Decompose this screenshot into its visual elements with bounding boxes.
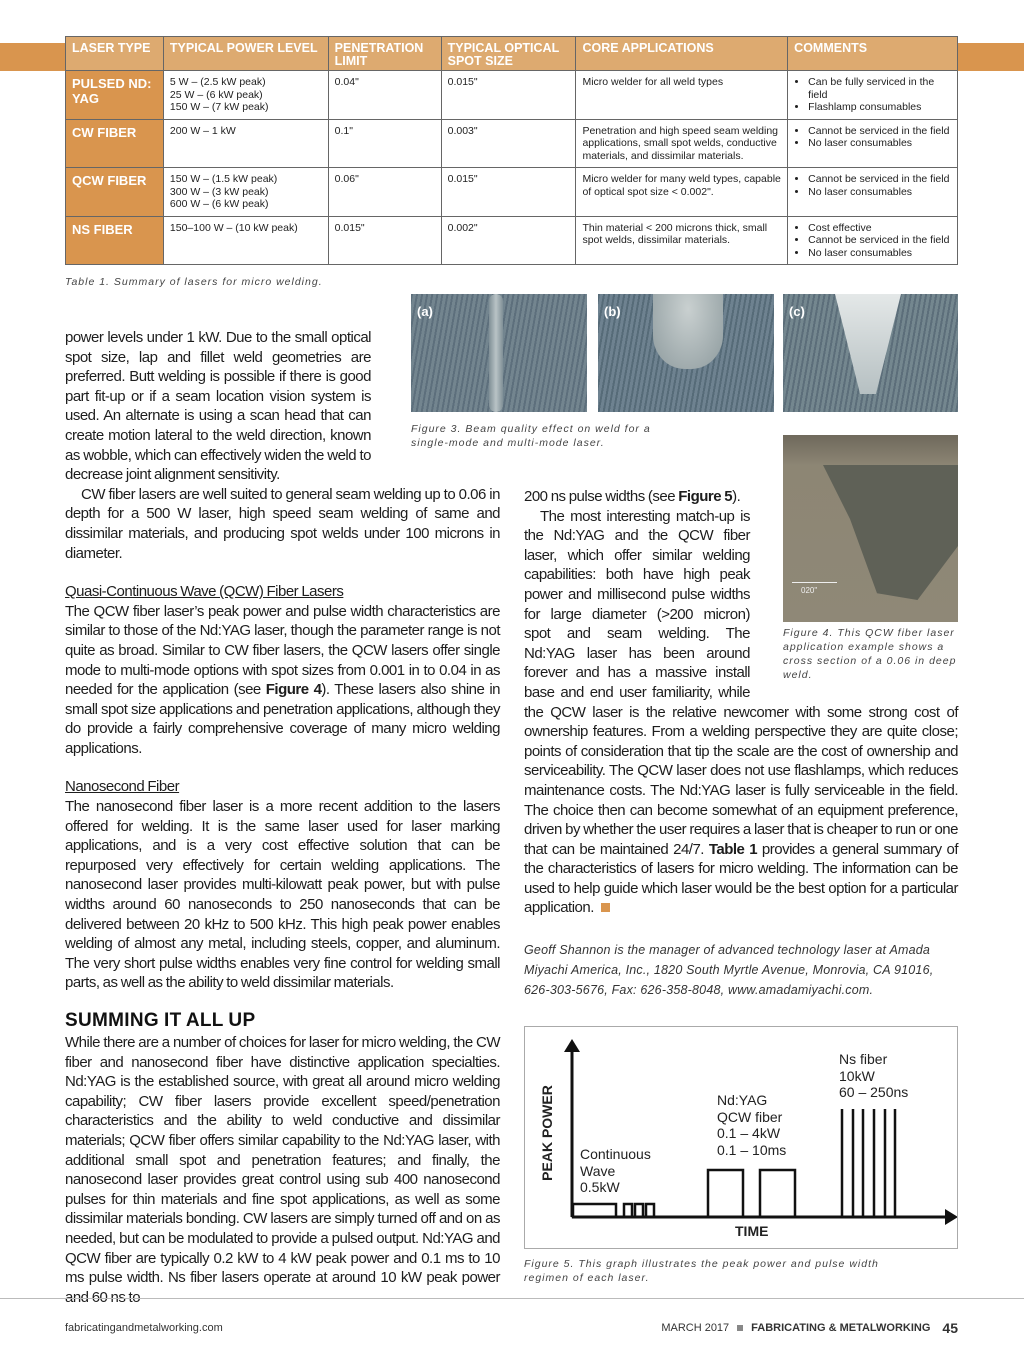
col-header: PENETRATION LIMIT: [328, 37, 441, 71]
cw-pulse: [624, 1204, 632, 1217]
text: The most interesting match-up is the Nd:YAG and the QCW fiber laser, which offer similar welding capabilities: both have high peak power and millisecond pulse widths for large diameter (>200 micron) spot and seam welding. The Nd:YAG laser has been around forever and has a massive install base and end user familiarity, while the QCW laser is the relative newcomer with some strong cost of ownership features. From a welding perspective they are quite close; points of consideration that tip the scale are the cost of ownership and serviceability. The QCW laser does not use flashlamps, which reduces maintenance costs. The Nd:YAG laser is fully serviceable in the field. The choice then can become somewhat of an equipment preference, driven by whether the user requires a laser that is cheaper to run or one that can be maintained 24/7.: [524, 507, 958, 858]
right-column: [524, 487, 958, 1285]
figure3-photo-c: [783, 294, 958, 412]
footer-right: [661, 1320, 958, 1336]
comment: • Cannot be serviced in the field: [808, 125, 951, 138]
power-line: 5 W – (2.5 kW peak): [169, 76, 266, 88]
comment: • No laser consumables: [808, 137, 951, 150]
power-cell: [163, 216, 328, 265]
figure3-photo-b: [598, 294, 774, 412]
power-line: 25 W – (6 kW peak): [169, 88, 263, 101]
scale-bar-label: 020": [801, 586, 818, 595]
spot-cell: 0.015": [441, 71, 576, 120]
paragraph: [65, 602, 500, 759]
text: provides a general summary of the characteristics of lasers for micro welding. The information can be used to help guide which laser would be the best option for a particular application.: [524, 840, 958, 917]
accent-band-right: [958, 43, 1024, 71]
cw-label: [580, 1146, 651, 1196]
yag-pulse: [760, 1170, 795, 1217]
power-line: 150–100 W – (10 kW peak): [169, 221, 298, 234]
right-column-text: [524, 487, 958, 918]
ns-pulses: [842, 1109, 895, 1217]
comments-cell: [788, 119, 958, 168]
label-line: Ns fiber: [839, 1051, 888, 1068]
left-column: [65, 328, 500, 1307]
power-line: 150 W – (1.5 kW peak): [169, 173, 278, 185]
end-mark-icon: [601, 903, 610, 912]
comment: • Cannot be serviced in the field: [808, 173, 951, 186]
comment: • Cannot be serviced in the field: [808, 234, 951, 247]
col-header: CORE APPLICATIONS: [576, 37, 788, 71]
yag-label: [717, 1092, 786, 1158]
comment: • No laser consumables: [808, 186, 951, 199]
spot-cell: 0.003": [441, 119, 576, 168]
text: ). These lasers also shine in small spot size applications and penetration applications, although they do provide a fairly comprehensive coverage of many micro welding applications.: [65, 681, 500, 757]
paragraph: power levels under 1 kW. Due to the small optical spot size, lap and fillet weld geometries are preferred. Butt welding is possible if there is good part fit-up or if a seam location vision system is used. An alternate is using a scan head that can create motion lateral to the weld direction, known as wobble, which can effectively widen the weld to decrease joint alignment sensitivity.: [65, 329, 371, 484]
yag-pulse: [708, 1170, 743, 1217]
figure4-caption: Figure 4. This QCW fiber laser application example shows a cross section of a 0.06 in deep weld.: [783, 627, 957, 681]
col-header: COMMENTS: [788, 37, 958, 71]
table-caption: Table 1. Summary of lasers for micro welding.: [65, 276, 323, 288]
yag-pulses: [708, 1170, 795, 1217]
page-number: 45: [942, 1320, 958, 1336]
laser-type: CW FIBER: [66, 119, 164, 168]
comment: • Flashlamp consumables: [808, 101, 951, 114]
applications-cell: Micro welder for many weld types, capable of optical spot size < 0.002".: [576, 168, 788, 217]
paragraph: CW fiber lasers are well suited to general seam welding up to 0.06 in depth for a 500 W laser, high speed seam welding of same and dissimilar materials, and producing spot welds under 100 microns in diameter.: [65, 485, 500, 562]
author-bio: Geoff Shannon is the manager of advanced technology laser at Amada Miyachi America, Inc., 1820 South Myrtle Avenue, Monrovia, CA 91016, 626-303-5676, Fax: 626-358-8048, www.amadamiyachi.com.: [524, 943, 934, 998]
issue-date: MARCH 2017: [661, 1322, 730, 1334]
cw-pulse: [646, 1204, 654, 1217]
laser-summary-table: [65, 36, 958, 265]
figure3-caption: Figure 3. Beam quality effect on weld for a single-mode and multi-mode laser.: [411, 423, 651, 449]
label-line: 10kW: [839, 1067, 875, 1084]
applications-cell: Micro welder for all weld types: [576, 71, 788, 120]
section-heading: SUMMING IT ALL UP: [65, 1010, 256, 1031]
figure4-reference: Figure 4: [265, 681, 322, 699]
spot-cell: 0.015": [441, 168, 576, 217]
label-line: 0.1 – 10ms: [717, 1141, 787, 1158]
text: ).: [732, 488, 741, 505]
magazine-name: FABRICATING & METALWORKING: [751, 1322, 931, 1334]
penetration-cell: 0.04": [328, 71, 441, 120]
col-header: TYPICAL OPTICAL SPOT SIZE: [441, 37, 576, 71]
table-row: [66, 119, 958, 168]
paragraph: The nanosecond fiber laser is a more recent addition to the lasers offered for welding. It is the same laser used for laser marking applications, and is a very cost effective solution that can be repurposed very effectively for certain welding applications. The nanosecond laser provides multi-kilowatt peak power, but with pulse widths around 60 nanoseconds to 250 nanoseconds that can be delivered between 20 kHz to 500 kHz. This high peak power enables welding of almost any metal, including steels, copper, and aluminum. The very short pulse widths enables very fine control for welding small parts, as well as the ability to weld dissimilar materials.: [65, 798, 500, 992]
power-line: 200 W – 1 kW: [169, 124, 236, 137]
x-axis-arrow-icon: [945, 1209, 957, 1225]
ns-label: [839, 1051, 908, 1101]
figure5-caption: Figure 5. This graph illustrates the peak power and pulse width regimen of each laser.: [524, 1258, 879, 1285]
power-cell: [163, 119, 328, 168]
label-line: Continuous: [580, 1146, 651, 1163]
figure-label: (b): [604, 304, 621, 319]
laser-type: NS FIBER: [66, 216, 164, 265]
penetration-cell: 0.06": [328, 168, 441, 217]
power-line: 150 W – (7 kW peak): [169, 101, 269, 113]
footer-url[interactable]: fabricatingandmetalworking.com: [65, 1322, 223, 1334]
label-line: Wave: [580, 1162, 616, 1179]
figure5-box: [524, 1026, 958, 1249]
label-line: 0.1 – 4kW: [717, 1125, 781, 1142]
cw-pulse: [635, 1204, 643, 1217]
ns-subheading: Nanosecond Fiber: [65, 778, 180, 796]
col-header: TYPICAL POWER LEVEL: [163, 37, 328, 71]
power-cell: [163, 71, 328, 120]
cw-block: [573, 1204, 616, 1217]
text: The QCW fiber laser’s peak power and pulse width characteristics are similar to those of the Nd:YAG laser, though the parameter range is not quite as broad. Similar to CW fiber lasers, the QCW lasers offer single mode to multi-mode options with spot sizes from 0.001 in to 0.04 in as needed for the application (see: [65, 602, 500, 699]
table1-reference: Table 1: [708, 840, 758, 858]
label-line: 60 – 250ns: [839, 1084, 909, 1101]
comment: • No laser consumables: [808, 247, 951, 260]
paragraph: While there are a number of choices for laser for micro welding, the CW fiber and nanosecond fiber have distinctive application specialties. Nd:YAG is the established source, with great all around micro welding capability; CW fiber lasers provide excellent speed/penetration characteristics and the ability to weld conductive and dissimilar materials; QCW fiber offers similar capability to the Nd:YAG laser, with additional small spot and penetration features; and finally, the nanosecond laser provides great control using sub 400 nanosecond pulses for thin materials and fine spot applications, as well as some dissimilar materials bonding. CW lasers are simply turned off and on as needed, but can be modulated to provide a pulsed output. Nd:YAG and QCW fiber are typically 0.2 kW to 4 kW peak power and 0.1 ms to 10 ms pulse width. Ns fiber lasers operate at around 10 kW peak power and 60 ns to: [65, 1034, 500, 1306]
comment: • Can be fully serviced in the field: [808, 76, 951, 101]
qcw-subheading: Quasi-Continuous Wave (QCW) Fiber Lasers: [65, 583, 344, 601]
label-line: QCW fiber: [717, 1108, 783, 1125]
figure-label: (c): [789, 304, 805, 319]
figure-label: (a): [417, 304, 433, 319]
comments-cell: [788, 216, 958, 265]
applications-cell: Penetration and high speed seam welding applications, small spot welds, conductive materials, and dissimilar materials.: [576, 119, 788, 168]
accent-band-left: [0, 43, 65, 71]
comment: • Cost effective: [808, 222, 951, 235]
power-line: 600 W – (6 kW peak): [169, 198, 269, 210]
table-row: [66, 71, 958, 120]
y-axis-label: PEAK POWER: [539, 1085, 555, 1181]
separator-square-icon: [737, 1325, 743, 1331]
power-line: 300 W – (3 kW peak): [169, 185, 269, 198]
y-axis-arrow-icon: [564, 1039, 580, 1052]
footer-rule: [0, 1298, 1024, 1299]
spot-cell: 0.002": [441, 216, 576, 265]
comments-cell: [788, 168, 958, 217]
table-row: [66, 168, 958, 217]
table-header-row: [66, 37, 958, 71]
label-line: Nd:YAG: [717, 1092, 768, 1109]
table-row: [66, 216, 958, 265]
comments-cell: [788, 71, 958, 120]
applications-cell: Thin material < 200 microns thick, small spot welds, dissimilar materials.: [576, 216, 788, 265]
col-header: LASER TYPE: [66, 37, 164, 71]
text: 200 ns pulse widths (see: [524, 488, 679, 505]
label-line: 0.5kW: [580, 1179, 620, 1196]
x-axis-label: TIME: [735, 1223, 769, 1240]
laser-type: QCW FIBER: [66, 168, 164, 217]
figure5-reference: Figure 5: [678, 488, 733, 505]
power-cell: [163, 168, 328, 217]
penetration-cell: 0.015": [328, 216, 441, 265]
penetration-cell: 0.1": [328, 119, 441, 168]
cw-pulses: [573, 1204, 654, 1217]
laser-type: PULSED ND: YAG: [66, 71, 164, 120]
